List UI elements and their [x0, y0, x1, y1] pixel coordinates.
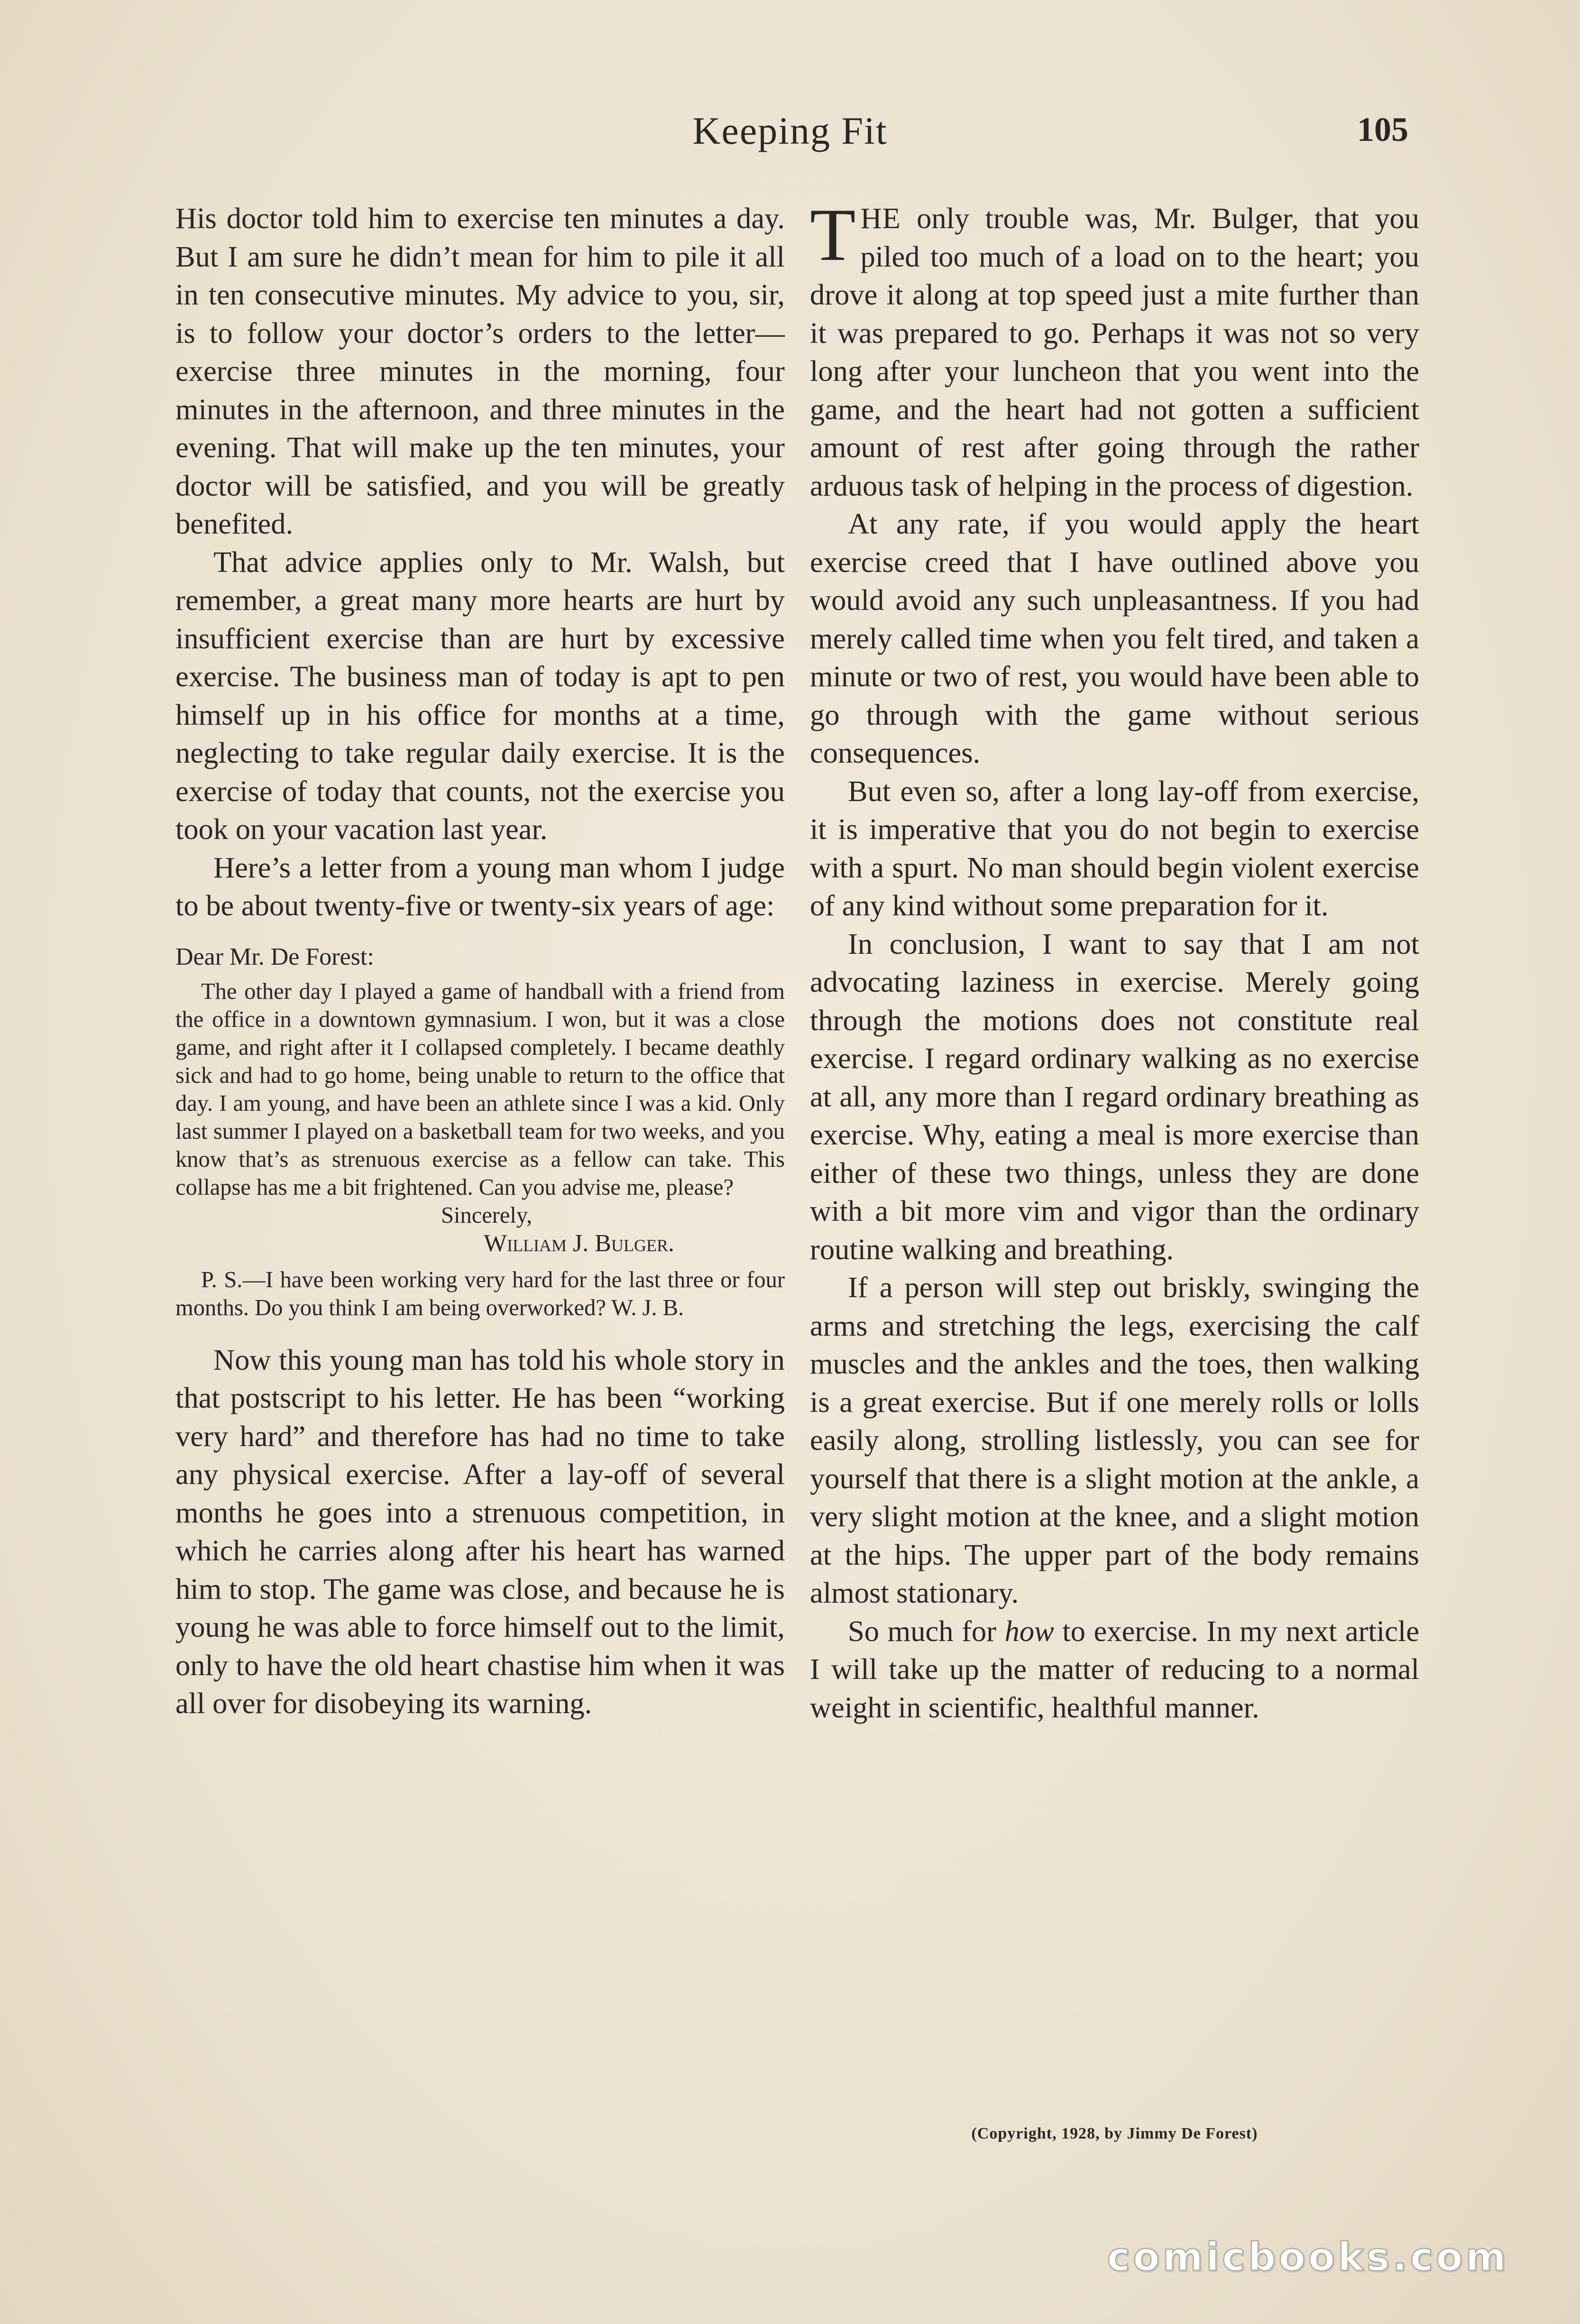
paragraph: Here’s a letter from a young man whom I judge to be about twenty-five or twenty-six years of age: — [175, 850, 785, 922]
reader-letter — [175, 943, 785, 1322]
closing-paragraph — [810, 1612, 1419, 1727]
letter-postscript: P. S.—I have been working very hard for the last three or four months. Do you think I am being overworked? W. J. B. — [175, 1267, 785, 1320]
opening-text: only trouble was, Mr. Bulger, that you piled too much of a load on to the heart; you drove it along at top speed just a mite further than it was prepared to go. Perhaps it was not so very long after your luncheon that you went into the game, and the heart had not gotten a sufficient amount of rest after going through the rather arduous task of helping in the process of digestion. — [810, 202, 1419, 502]
paragraph: Now this young man has told his whole story in that postscript to his letter. He has been “working very hard” and therefore has had no time to take any physical exercise. After a lay-off of several months he goes into a strenuous competition, in which he carries along after his heart has warned him to stop. The game was close, and because he is young he was able to force himself out to the limit, only to have the old heart chastise him when it was all over for disobeying its warning. — [175, 1343, 785, 1720]
paragraph: But even so, after a long lay-off from exercise, it is imperative that you do not begin to exercise with a spurt. No man should begin violent exercise of any kind without some preparation for it. — [810, 774, 1419, 922]
right-column — [810, 194, 1419, 1726]
running-title: Keeping Fit — [692, 109, 888, 152]
paragraph: That advice applies only to Mr. Walsh, but remember, a great many more hearts are hurt by insufficient exercise than are hurt by excessive exercise. The business man of today is apt to pen himself up in his office for months at a time, neglecting to take regular daily exercise. It is the exercise of today that counts, not the exercise you took on your vacation last year. — [175, 545, 785, 846]
paragraph: If a person will step out briskly, swinging the arms and stretching the legs, exercising the calf muscles and the ankles and the toes, then walking is a great exercise. But if one merely rolls or lolls easily along, strolling listlessly, you can see for yourself that there is a slight motion at the ankle, a very slight motion at the knee, and a slight motion at the hips. The upper part of the body remains almost stationary. — [810, 1271, 1419, 1609]
closing-text-rest: to exercise. In my next article I will take up the matter of reducing to a normal weight in scientific, healthful manner. — [810, 1614, 1419, 1724]
letter-closing: Sincerely, — [441, 1202, 533, 1228]
copyright-notice: (Copyright, 1928, by Jimmy De Forest) — [971, 2125, 1258, 2142]
closing-text-start: So much for — [848, 1614, 1005, 1648]
closing-italic: how — [1004, 1614, 1054, 1648]
paragraph: At any rate, if you would apply the heart exercise creed that I have outlined above you would avoid any such unpleasantness. If you had merely called time when you felt tired, and taken a minute or two of rest, you would have been able to go through with the game without serious consequences. — [810, 507, 1419, 769]
paragraph: His doctor told him to exercise ten minutes a day. But I am sure he didn’t mean for him to pile it all in ten consecutive minutes. My advice to you, sir, is to follow your doctor’s orders to the letter—exercise three minutes in the morning, four minutes in the afternoon, and three minutes in the evening. That will make up the ten minutes, your doctor will be satisfied, and you will be greatly benefited. — [175, 202, 785, 540]
page-number: 105 — [1357, 111, 1408, 148]
opening-paragraph — [810, 194, 1419, 505]
left-column — [175, 199, 785, 1723]
opening-caps: HE — [860, 202, 901, 235]
paragraph: In conclusion, I want to say that I am not advocating laziness in exercise. Merely going through the motions does not constitute real exercise. I regard ordinary walking as no exercise at all, any more than I regard ordinary breathing as exercise. Why, eating a meal is more exercise than either of these two things, unless they are done with a bit more vim and vigor than the ordinary routine walking and breathing. — [810, 927, 1419, 1266]
letter-signature: William J. Bulger. — [484, 1229, 674, 1257]
letter-salutation: Dear Mr. De Forest: — [175, 943, 374, 970]
letter-body: The other day I played a game of handball with a friend from the office in a downtown gymnasium. I won, but it was a close game, and right after it I collapsed completely. I became deathly sick and had to go home, being unable to return to the office that day. I am young, and have been an athlete since I was a kid. Only last summer I played on a basketball team for two weeks, and you know that’s as strenuous exercise as a fellow can take. This collapse has me a bit frightened. Can you advise me, please? — [175, 978, 785, 1200]
site-watermark: comicbooks.com — [1107, 2235, 1509, 2280]
drop-cap: T — [810, 194, 856, 277]
